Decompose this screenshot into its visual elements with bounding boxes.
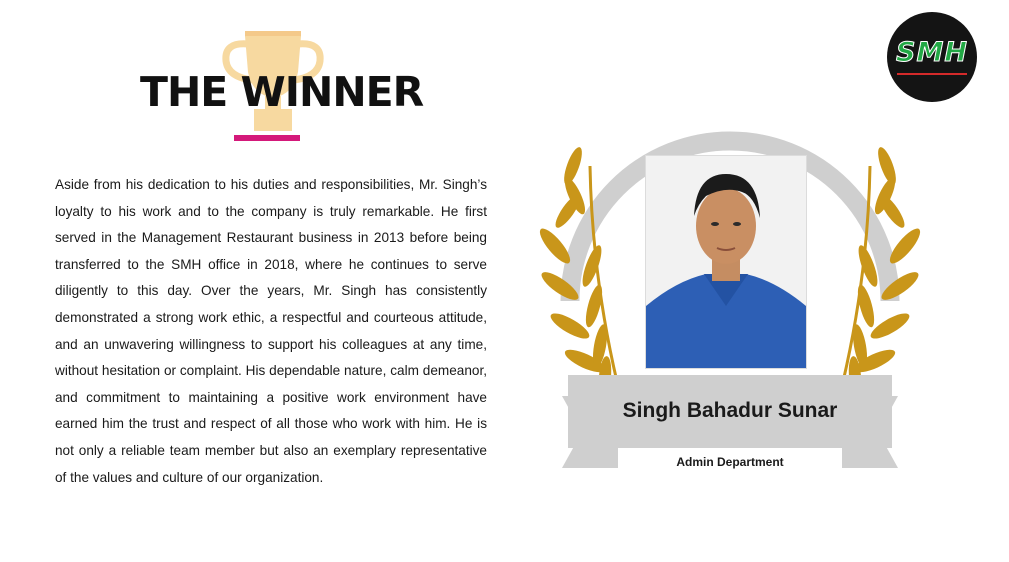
winner-name: Singh Bahadur Sunar xyxy=(622,399,838,422)
logo-text: SMH xyxy=(896,37,968,68)
winner-department: Admin Department xyxy=(676,455,784,469)
winner-description: Aside from his dedication to his duties and responsibilities, Mr. Singh’s loyalty to his work and to the company is truly remarkable. He first served in the Management Restaurant business in 2013 before being transferred to the SMH office in 2018, where he continues to serve diligently to this day. Over the years, Mr. Singh has consistently demonstrated a strong work ethic, a respectful and courteous attitude, and an unwavering willingness to support his colleagues at any time, without hesitation or complaint. His dependable nature, calm demeanor, and commitment to maintaining a positive work environment have earned him the trust and respect of all those who work with him. He is not only a reliable team member but also an exemplary representative of the values and culture of our organization. xyxy=(55,177,487,485)
award-frame xyxy=(530,86,930,486)
winner-photo xyxy=(645,155,807,369)
title-area xyxy=(130,28,424,148)
page-title: THE WINNER xyxy=(140,68,424,116)
logo-underline xyxy=(897,73,967,75)
